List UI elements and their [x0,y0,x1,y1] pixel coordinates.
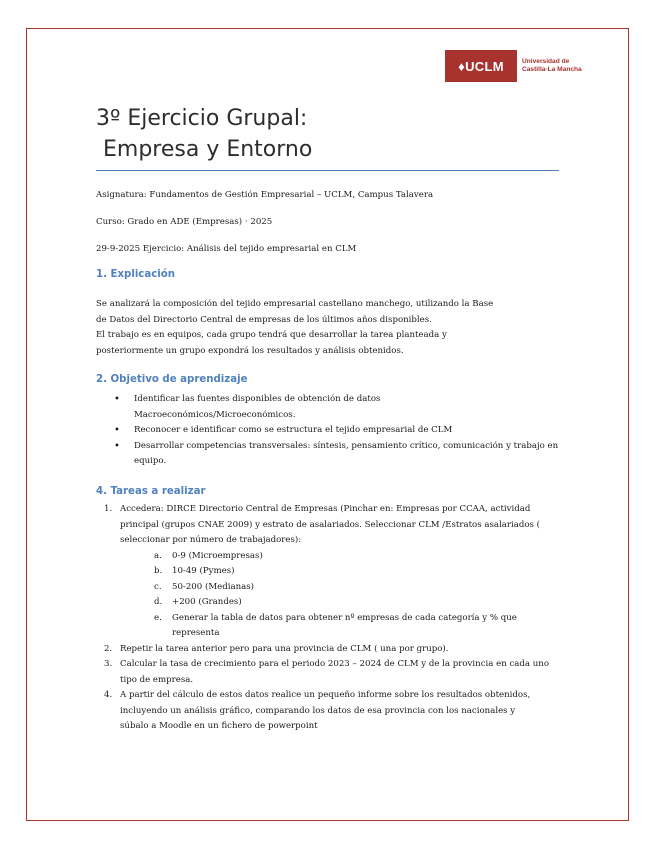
subitem-text: Generar la tabla de datos para obtener nº empresas de cada categoría y % que representa [172,612,517,638]
document-title [96,103,312,165]
objetivo-list [114,392,574,470]
task-number: 3. [104,659,113,669]
heading-tareas: 4. Tareas a realizar [96,486,206,497]
explicacion-line: El trabajo es en equipos, cada grupo tendrá que desarrollar la tarea planteada y [96,330,447,340]
subitem-letter: e. [154,612,162,623]
list-item [96,611,571,642]
subitem-text: 10-49 (Pymes) [172,566,235,576]
ejercicio-line: 29-9-2025 Ejercicio: Análisis del tejido empresarial en CLM [96,244,357,254]
heading-objetivo: 2. Objetivo de aprendizaje [96,374,248,385]
list-item [96,580,571,596]
list-item [96,642,571,658]
list-item [96,549,571,565]
subitem-text: 0-9 (Microempresas) [172,550,263,561]
list-item: • Desarrollar competencias transversales: síntesis, pensamiento crítico, comunicación y trabajo en equipo. [114,439,574,470]
heading-explicacion: 1. Explicación [96,269,176,280]
task-text: Repetir la tarea anterior pero para una provincia de CLM ( una por grupo). [120,643,449,654]
uclm-logo-text [522,58,582,74]
list-item [96,657,571,688]
task-number: 4. [104,690,113,700]
explicacion-line: de Datos del Directorio Central de empresas de los últimos años disponibles. [96,314,432,325]
task-text: A partir del cálculo de estos datos realice un pequeño informe sobre los resultados obtenidos, incluyendo un análisis gráfico, comparando los datos de esa provincia con los nacionales y súbalo a Moodle en un fichero de powerpoint [120,690,531,731]
list-item: • Reconocer e identificar como se estructura el tejido empresarial de CLM [114,423,574,439]
logo-line-2: Castilla-La Mancha [522,66,582,73]
subitem-letter: c. [154,581,162,592]
list-item [96,564,571,580]
list-item [96,595,571,611]
subitem-letter: b. [154,566,163,576]
logo-line-1: Universidad de [522,58,570,65]
explicacion-line: Se analizará la composición del tejido empresarial castellano manchego, utilizando la Base [96,299,494,309]
tareas-list [96,502,571,735]
list-item [96,502,571,549]
task-number: 1. [104,504,113,514]
uclm-logo-mark: ♦UCLM [445,50,517,82]
subitem-letter: a. [154,550,162,561]
task-text: Accedera: DIRCE Directorio Central de Empresas (Pinchar en: Empresas por CCAA, actividad principal (grupos CNAE 2009) y estrato de asalariados. Seleccionar CLM /Estratos asalariados ( seleccionar por número de trabajadores): [120,504,541,545]
subitem-letter: d. [154,597,163,607]
task-text: Calcular la tasa de crecimiento para el periodo 2023 – 2024 de CLM y de la provincia en cada uno tipo de empresa. [120,659,549,685]
subitem-text: 50-200 (Medianas) [172,581,255,592]
list-item [96,688,571,735]
explicacion-line: posteriormente un grupo expondrá los resultados y análisis obtenidos. [96,345,404,356]
asignatura-line: Asignatura: Fundamentos de Gestión Empresarial – UCLM, Campus Talavera [96,190,434,200]
list-item: • Identificar las fuentes disponibles de obtención de datos Macroeconómicos/Microeconómicos. [114,392,384,423]
title-line-2: Empresa y Entorno [96,137,313,162]
title-line-1: 3º Ejercicio Grupal: [96,106,308,131]
subitem-text: +200 (Grandes) [172,597,242,607]
explicacion-paragraph [96,297,566,359]
task-number: 2. [104,643,113,654]
uclm-logo [445,50,582,82]
curso-line: Curso: Grado en ADE (Empresas) · 2025 [96,217,273,227]
title-underline [96,170,559,171]
